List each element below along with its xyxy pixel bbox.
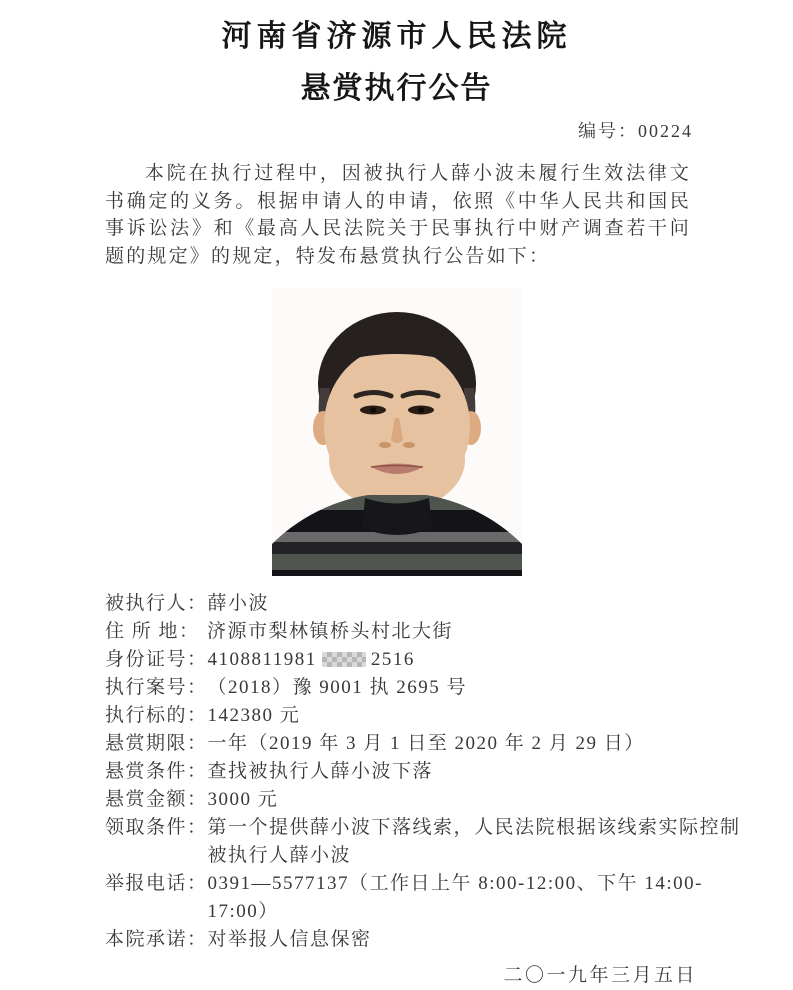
- doc-number-label: 编号：: [578, 121, 638, 141]
- field-row-id-number: [105, 646, 757, 674]
- field-value: 济源市梨林镇桥头村北大街: [207, 621, 454, 642]
- field-row-person: [105, 590, 757, 618]
- field-label: 执行案号：: [105, 677, 208, 698]
- field-value: 3000 元: [207, 789, 279, 810]
- field-label: 悬赏金额：: [105, 789, 208, 810]
- field-value: 0391—5577137（工作日上午 8:00-12:00、下午 14:00-17:00）: [207, 873, 704, 922]
- field-row-case-number: [105, 674, 757, 702]
- field-label: 领取条件：: [105, 817, 208, 838]
- field-row-court-promise: [105, 926, 757, 954]
- doc-number-value: 00224: [638, 121, 693, 141]
- field-row-report-phone: [105, 870, 757, 926]
- field-value: 查找被执行人薛小波下落: [207, 761, 434, 782]
- field-label: 悬赏条件：: [105, 761, 208, 782]
- field-label: 执行标的：: [105, 705, 208, 726]
- notice-title: 悬赏执行公告: [300, 72, 493, 105]
- field-row-reward-period: [105, 730, 757, 758]
- photo-container: [0, 288, 793, 576]
- field-value: 第一个提供薛小波下落线索，人民法院根据该线索实际控制被执行人薛小波: [207, 817, 741, 866]
- suspect-portrait-photo: [272, 288, 522, 576]
- field-label: 本院承诺：: [105, 929, 208, 950]
- field-row-execution-amount: [105, 702, 757, 730]
- field-label: 住 所 地：: [105, 621, 200, 642]
- field-value: [208, 646, 757, 674]
- field-row-reward-condition: [105, 758, 757, 786]
- field-label: 被执行人：: [105, 593, 208, 614]
- field-value: （2018）豫 9001 执 2695 号: [207, 677, 468, 698]
- field-label: 悬赏期限：: [105, 733, 208, 754]
- field-row-claim-condition: [105, 814, 757, 870]
- field-value: 一年（2019 年 3 月 1 日至 2020 年 2 月 29 日）: [207, 733, 645, 754]
- field-row-address: [105, 618, 757, 646]
- field-label: 身份证号：: [105, 649, 208, 670]
- redacted-pixelated-block: [322, 652, 366, 667]
- field-list: [105, 590, 793, 954]
- doc-number: [0, 118, 793, 144]
- field-value: 薛小波: [207, 593, 270, 614]
- intro-paragraph: 本院在执行过程中，因被执行人薛小波未履行生效法律文书确定的义务。根据申请人的申请，依照《中华人民共和国民事诉讼法》和《最高人民法院关于民事执行中财产调查若干问题的规定》的规定，特发布悬赏执行公告如下：: [105, 163, 691, 267]
- field-value: 142380 元: [207, 705, 301, 726]
- issue-date: 二〇一九年三月五日: [503, 965, 697, 986]
- field-label: 举报电话：: [105, 873, 208, 894]
- id-number-prefix: 4108811981: [207, 649, 317, 670]
- field-row-reward-amount: [105, 786, 757, 814]
- field-value: 对举报人信息保密: [207, 929, 372, 950]
- court-name-title: 河南省济源市人民法院: [221, 20, 572, 53]
- id-number-suffix: 2516: [370, 649, 415, 670]
